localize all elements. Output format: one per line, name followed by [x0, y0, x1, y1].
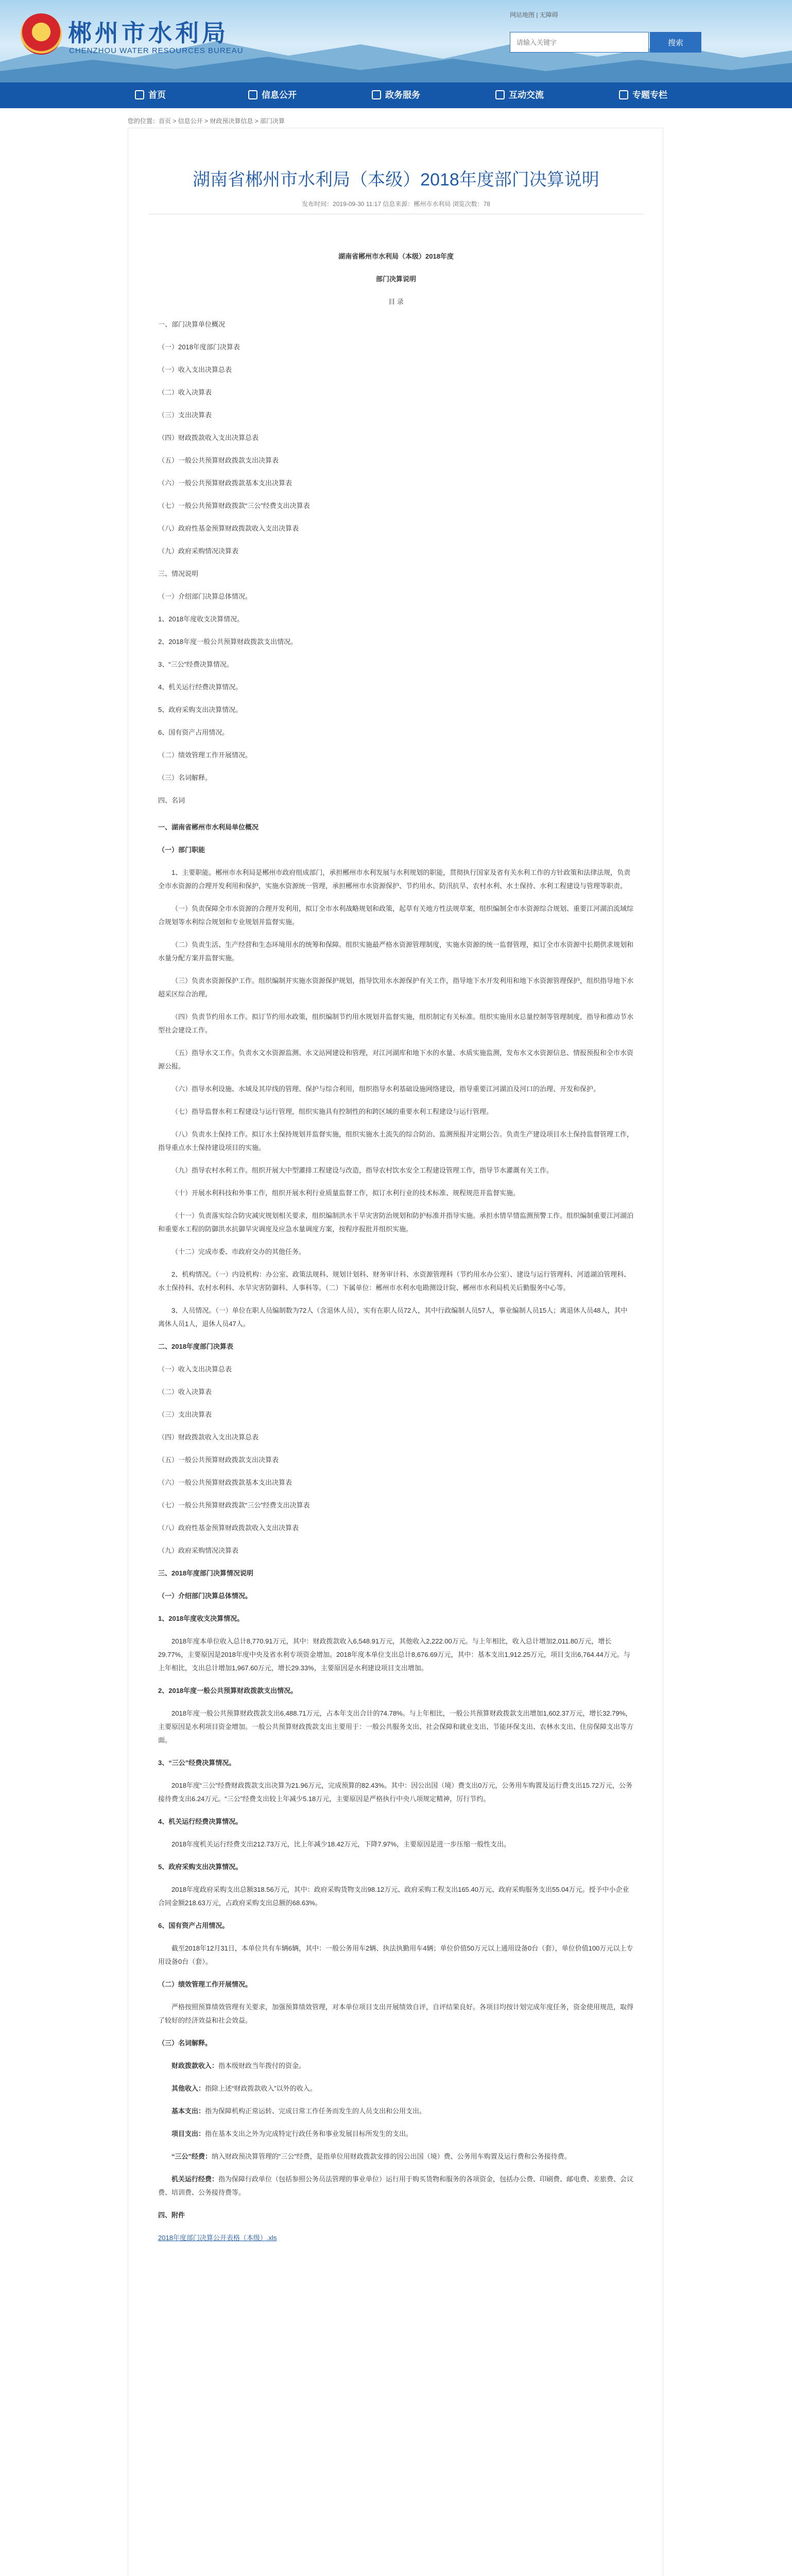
toc-item: 4、机关运行经费决算情况。	[158, 683, 243, 691]
table-list-item: （七）一般公共预算财政拨款“三公”经费支出决算表	[158, 1501, 310, 1509]
paragraph: （三）负责水资源保护工作。组织编制并实施水资源保护规划，指导饮用水水源保护有关工作，指导地下水开发利用和地下水资源管理保护，组织指导地下水超采区综合治理。	[158, 977, 634, 998]
doc-subtitle: 部门决算说明	[375, 275, 416, 283]
section-paragraphs	[158, 866, 634, 1331]
service-icon	[372, 90, 381, 99]
paragraph: 2018年度本单位收入总计8,770.91万元，其中：财政拨款收入6,548.91万元，其他收入2,222.00万元。与上年相比，收入总计增加2,011.80万元，增长29.77%，主要原因是2018年度中央及省水利专项资金增加。2018年度本单位支出总计8,676.69万元，其中：基本支出1,912.25万元，项目支出6,764.44万元。与上年相比，支出总计增加1,967.60万元，增长29.33%，主要原因是水利建设项目支出增加。	[158, 1637, 630, 1672]
section-subheading: （二）绩效管理工作开展情况。	[158, 1980, 252, 1988]
item-heading: 1、2018年度收支决算情况。	[158, 1615, 244, 1622]
section-heading: 四、附件	[158, 2211, 185, 2219]
doc-title: 湖南省郴州市水利局（本级）2018年度	[338, 252, 454, 260]
table-of-contents	[158, 318, 634, 807]
toc-item: 1、2018年度收支决算情况。	[158, 615, 244, 623]
toc-item: （二）收入决算表	[158, 388, 212, 396]
site-name-en: CHENZHOU WATER RESOURCES BUREAU	[69, 46, 244, 55]
section-subheading: （一）部门职能	[158, 846, 205, 854]
table-list-item: （三）支出决算表	[158, 1411, 212, 1418]
toc-item: （四）财政拨款收入支出决算总表	[158, 434, 259, 442]
toc-item: （三）支出决算表	[158, 411, 212, 419]
paragraph: 3、人员情况。（一）单位在职人员编制数为72人（含退休人员），实有在职人员72人，其中行政编制人员57人，事业编制人员15人；离退休人员48人，其中离休人员1人，退休人员47人。	[158, 1307, 628, 1328]
term-body: 指除上述“财政拨款收入”以外的收入。	[205, 2084, 317, 2092]
term-body: 指本级财政当年拨付的资金。	[218, 2062, 306, 2070]
toc-item: 一、部门决算单位概况	[158, 320, 226, 328]
term-item	[158, 2150, 634, 2163]
nav-label: 首页	[148, 90, 166, 100]
toc-label: 目 录	[388, 298, 404, 306]
toc-item: （九）政府采购情况决算表	[158, 547, 239, 555]
toc-item: （三）名词解释。	[158, 774, 212, 782]
section-heading: 二、2018年度部门决算表	[158, 1343, 233, 1350]
toc-item: 3、“三公”经费决算情况。	[158, 660, 233, 668]
section-heading: 三、2018年度部门决算情况说明	[158, 1569, 253, 1577]
paragraph: 1、主要职能。郴州市水利局是郴州市政府组成部门，承担郴州市水利发展与水利规划的职能，贯彻执行国家及省有关水利工作的方针政策和法律法规，负责全市水资源的合理开发利用和保护，实施水资源统一管理，承担郴州市水资源保护、节约用水、防汛抗旱、农村水利、水土保持、水利工程建设与管理等职责。	[158, 869, 631, 890]
item-heading: 6、国有资产占用情况。	[158, 1922, 229, 1929]
toc-item: （一）2018年度部门决算表	[158, 343, 240, 351]
article-meta: 发布时间：2019-09-30 11:17 信息来源：郴州市水利局 浏览次数：78	[302, 200, 490, 208]
nav-item-interaction[interactable]	[495, 82, 544, 108]
nav-item-info-disclosure[interactable]	[248, 82, 297, 108]
breadcrumb[interactable]: 您的位置：首页 > 信息公开 > 财政预决算信息 > 部门决算	[128, 117, 285, 125]
paragraph: （六）指导水利设施、水域及其岸线的管理、保护与综合利用，组织指导水利基础设施网络建设，指导重要江河湖泊及河口的治理、开发和保护。	[171, 1085, 600, 1093]
term-body: 指为保障机构正常运转、完成日常工作任务而发生的人员支出和公用支出。	[205, 2107, 426, 2115]
nav-label: 信息公开	[262, 90, 297, 100]
paragraph: （八）负责水土保持工作。拟订水土保持规划并监督实施，组织实施水土流失的综合防治、监测预报并定期公告。负责生产建设项目水土保持监督管理工作，指导重点水土保持建设项目的实施。	[158, 1130, 634, 1151]
section-subheading: （三）名词解释。	[158, 2039, 212, 2047]
article-body	[158, 250, 634, 2254]
chat-icon	[495, 90, 505, 99]
table-list-item: （八）政府性基金预算财政拨款收入支出决算表	[158, 1524, 299, 1532]
term-body: 指为保障行政单位（包括参照公务员法管理的事业单位）运行用于购买货物和服务的各项资金，包括办公费、印刷费、邮电费、差旅费、会议费、培训费、公务接待费等。	[158, 2175, 634, 2196]
section-heading: 一、湖南省郴州市水利局单位概况	[158, 823, 259, 831]
term-head: 机关运行经费：	[171, 2175, 219, 2183]
paragraph: （十二）完成市委、市政府交办的其他任务。	[171, 1248, 306, 1256]
paragraph: （二）负责生活、生产经营和生态环境用水的统筹和保障。组织实施最严格水资源管理制度，实施水资源的统一监督管理，拟订全市水资源中长期供求规划和水量分配方案并监督实施。	[158, 941, 634, 962]
national-emblem-logo[interactable]	[21, 13, 62, 55]
explanation-items	[158, 1612, 634, 1969]
section-subheading: （一）介绍部门决算总体情况。	[158, 1592, 252, 1600]
article-title: 湖南省郴州市水利局（本级）2018年度部门决算说明	[193, 170, 599, 190]
paragraph: 截至2018年12月31日，本单位共有车辆6辆，其中：一般公务用车2辆、执法执勤用车4辆；单位价值50万元以上通用设备0台（套），单位价值100万元以上专用设备0台（套）。	[158, 1944, 633, 1965]
term-body: 指在基本支出之外为完成特定行政任务和事业发展目标所发生的支出。	[205, 2130, 413, 2138]
nav-label: 专题专栏	[632, 90, 667, 100]
paragraph: 2018年度政府采购支出总额318.56万元，其中：政府采购货物支出98.12万元、政府采购工程支出165.40万元、政府采购服务支出55.04万元。授予中小企业合同金额218.63万元，占政府采购支出总额的68.63%。	[158, 1886, 629, 1907]
paragraph: 2018年度一般公共预算财政拨款支出6,488.71万元，占本年支出合计的74.78%。与上年相比，一般公共预算财政拨款支出增加1,602.37万元，增长32.79%，主要原因是水利项目资金增加。一般公共预算财政拨款支出主要用于：一般公共服务支出、社会保障和就业支出、节能环保支出、农林水支出、住房保障支出等方面。	[158, 1709, 634, 1744]
tables-list	[158, 1363, 634, 1557]
term-head: “三公”经费：	[171, 2153, 212, 2160]
main-nav	[0, 82, 792, 108]
top-links[interactable]: 网站地图 | 无障碍	[510, 11, 558, 19]
table-list-item: （六）一般公共预算财政拨款基本支出决算表	[158, 1479, 292, 1486]
paragraph: （十一）负责落实综合防灾减灾规划相关要求，组织编制洪水干旱灾害防治规划和防护标准并指导实施。承担水情旱情监测预警工作。组织编制重要江河湖泊和重要水工程的防御洪水抗御旱灾调度及应急水量调度方案，按程序报批并组织实施。	[158, 1212, 634, 1233]
paragraph: （一）负责保障全市水资源的合理开发利用，拟订全市水利战略规划和政策，起草有关地方性法规草案，组织编制全市水资源综合规划、重要江河湖泊流域综合规划等水利综合规划和专业规划并监督实施。	[158, 905, 634, 926]
toc-item: 5、政府采购支出决算情况。	[158, 706, 243, 714]
nav-item-special-topics[interactable]	[619, 82, 667, 108]
term-item	[158, 2127, 634, 2141]
toc-item: （七）一般公共预算财政拨款“三公”经费支出决算表	[158, 502, 310, 510]
toc-item: 6、国有资产占用情况。	[158, 728, 229, 736]
toc-item: （六）一般公共预算财政拨款基本支出决算表	[158, 479, 292, 487]
item-heading: 4、机关运行经费决算情况。	[158, 1818, 243, 1825]
item-heading: 3、“三公”经费决算情况。	[158, 1759, 236, 1767]
toc-item: 2、2018年度一般公共预算财政拨款支出情况。	[158, 638, 298, 646]
table-list-item: （一）收入支出决算总表	[158, 1365, 232, 1373]
item-heading: 5、政府采购支出决算情况。	[158, 1863, 243, 1871]
term-head: 财政拨款收入：	[171, 2062, 219, 2070]
table-list-item: （五）一般公共预算财政拨款支出决算表	[158, 1456, 279, 1464]
paragraph: 2018年度机关运行经费支出212.73万元，比上年减少18.42万元，下降7.97%，主要原因是进一步压缩一般性支出。	[171, 1840, 511, 1848]
nav-label: 政务服务	[385, 90, 420, 100]
toc-item: （五）一般公共预算财政拨款支出决算表	[158, 456, 279, 464]
term-item	[158, 2059, 634, 2073]
nav-label: 互动交流	[509, 90, 544, 100]
term-body: 纳入财政预决算管理的“三公”经费，是指单位用财政拨款安排的因公出国（境）费、公务用车购置及运行费和公务接待费。	[212, 2153, 571, 2160]
term-head: 其他收入：	[171, 2084, 205, 2092]
toc-item: （一）收入支出决算总表	[158, 366, 232, 374]
item-heading: 2、2018年度一般公共预算财政拨款支出情况。	[158, 1687, 298, 1694]
toc-item: 四、名词	[158, 796, 185, 804]
home-icon	[135, 90, 144, 99]
search-input[interactable]	[510, 32, 648, 52]
paragraph: （五）指导水文工作。负责水文水资源监测、水文站网建设和管理，对江河湖库和地下水的水量、水质实施监测，发布水文水资源信息、情报预报和全市水资源公报。	[158, 1049, 634, 1070]
toc-item: 三、情况说明	[158, 570, 199, 578]
term-head: 基本支出：	[171, 2107, 205, 2115]
site-name[interactable]: 郴州市水利局	[68, 20, 229, 46]
search-button[interactable]: 搜索	[650, 32, 701, 53]
document-icon	[248, 90, 257, 99]
paragraph: 严格按照预算绩效管理有关要求，加强预算绩效管理，对本单位项目支出开展绩效自评，自评结果良好。各项目均按计划完成年度任务，资金使用规范，取得了较好的经济效益和社会效益。	[158, 2003, 634, 2024]
term-item	[158, 2173, 634, 2199]
table-list-item: （四）财政拨款收入支出决算总表	[158, 1433, 259, 1441]
terms-list	[158, 2059, 634, 2199]
paragraph: （七）指导监督水利工程建设与运行管理，组织实施具有控制性的和跨区域的重要水利工程建设与运行管理。	[171, 1108, 493, 1115]
paragraph: （九）指导农村水利工作。组织开展大中型灌排工程建设与改造，指导农村饮水安全工程建设管理工作，指导节水灌溉有关工作。	[171, 1166, 554, 1174]
toc-item: （一）介绍部门决算总体情况。	[158, 592, 252, 600]
nav-item-gov-service[interactable]	[372, 82, 420, 108]
term-item	[158, 2082, 634, 2095]
nav-item-home[interactable]	[135, 82, 166, 108]
table-list-item: （二）收入决算表	[158, 1388, 212, 1396]
article-panel	[128, 128, 663, 2576]
search-box	[510, 32, 649, 53]
table-list-item: （九）政府采购情况决算表	[158, 1547, 239, 1554]
term-item	[158, 2105, 634, 2118]
toc-item: （八）政府性基金预算财政拨款收入支出决算表	[158, 524, 299, 532]
paragraph: （十）开展水利科技和外事工作，组织开展水利行业质量监督工作，拟订水利行业的技术标准、规程规范并监督实施。	[171, 1189, 520, 1197]
site-header	[0, 0, 792, 82]
toc-item: （二）绩效管理工作开展情况。	[158, 751, 252, 759]
star-icon	[619, 90, 628, 99]
paragraph: 2018年度“三公”经费财政拨款支出决算为21.96万元，完成预算的82.43%。其中：因公出国（境）费支出0万元，公务用车购置及运行费支出15.72万元，公务接待费支出6.24万元。“三公”经费支出较上年减少5.18万元，主要原因是严格执行中央八项规定精神，厉行节约。	[158, 1782, 632, 1803]
paragraph: 2、机构情况。（一）内设机构：办公室、政策法规科、规划计划科、财务审计科、水资源管理科（节约用水办公室）、建设与运行管理科、河道湖泊管理科、水土保持科、农村水利科、水旱灾害防御科、人事科等。（二）下属单位：郴州市水利水电勘测设计院、郴州市水利局机关后勤服务中心等。	[158, 1270, 631, 1292]
paragraph: （四）负责节约用水工作。拟订节约用水政策，组织编制节约用水规划并监督实施，组织制定有关标准。组织实施用水总量控制等管理制度，指导和推动节水型社会建设工作。	[158, 1013, 634, 1034]
term-head: 项目支出：	[171, 2130, 205, 2138]
attachment-link[interactable]: 2018年度部门决算公开表格（本级）.xls	[158, 2234, 277, 2242]
